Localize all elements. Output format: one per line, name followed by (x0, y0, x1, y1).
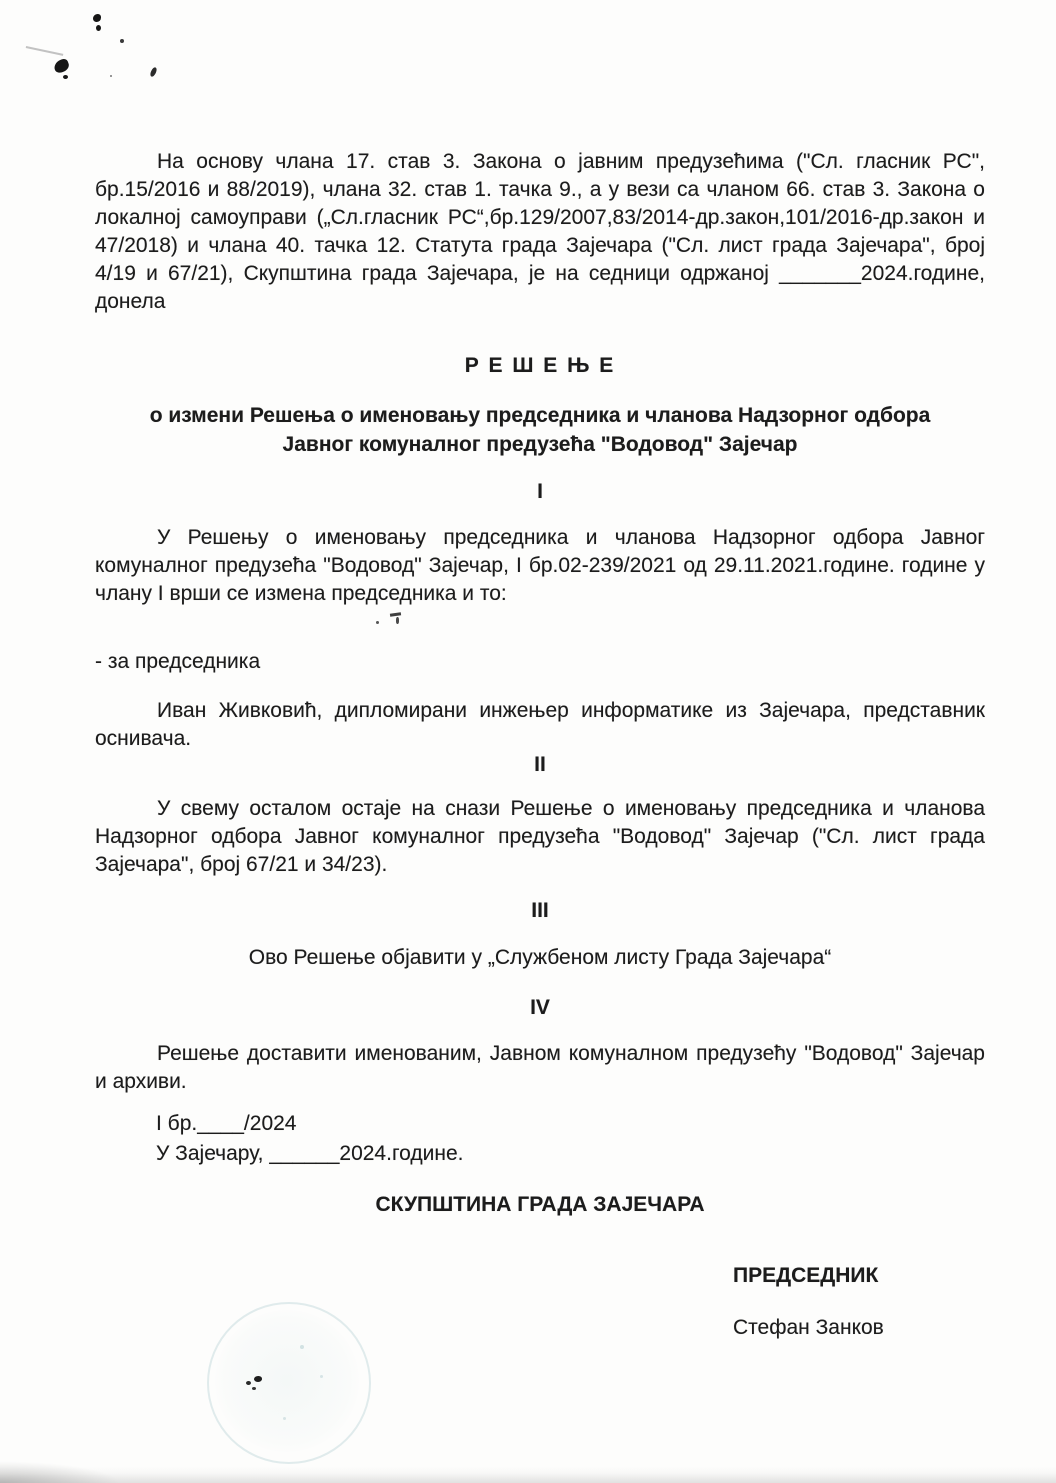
section-numeral-i: I (537, 480, 543, 503)
publish-paragraph: Ово Решење објавити у „Службеном листу Града Зајечара“ (248, 946, 832, 969)
section-numeral-ii: II (534, 753, 546, 776)
stamp-haze (215, 1310, 359, 1452)
decree-title: Р Е Ш Е Њ Е (464, 354, 616, 377)
stamp-ink-dot-3 (252, 1387, 256, 1390)
stamp-ink-dot-1 (254, 1376, 262, 1382)
place-date-line: У Зајечару, ______2024.године. (156, 1142, 464, 1165)
appointee-paragraph: Иван Живковић, дипломирани инжењер информатике из Зајечара, представник оснивача. (95, 699, 985, 750)
ink-speck-4 (120, 39, 124, 43)
decree-subtitle-line2: Јавног комуналног предузећа "Водовод" Зајечар (282, 433, 798, 456)
section-ii-paragraph: У свему осталом остаје на снази Решење о именовању председника и чланова Надзорног одбора Јавног комуналног предузећа "Водовод" Зајечар ("Сл. лист града Зајечара", број 67/21 и 34/23). (95, 797, 985, 876)
ink-speck-5 (149, 66, 158, 77)
corner-smudge (0, 1461, 120, 1483)
stamp-speckle-2 (320, 1375, 323, 1378)
stray-pen-mark (390, 612, 401, 617)
decree-subtitle-line1: о измени Решења о именовању председника и чланова Надзорног одбора (149, 404, 931, 427)
delivery-paragraph: Решење доставити именованим, Јавном комуналном предузећу "Водовод" Зајечар и архиви. (95, 1042, 985, 1093)
stray-pen-mark-hook (396, 617, 399, 624)
section-numeral-iv: IV (530, 996, 550, 1019)
section-numeral-iii: III (531, 899, 549, 922)
stamp-speckle-1 (300, 1345, 304, 1349)
ink-speck-2 (96, 25, 101, 31)
president-name: Стефан Занков (733, 1316, 884, 1339)
ink-speck-6 (110, 75, 112, 77)
president-dash-line: - за председника (95, 650, 261, 673)
ink-speck-3 (63, 75, 68, 79)
section-i-paragraph: У Решењу о именовању председника и чланова Надзорног одбора Јавног комуналног предузећа "Водовод" Зајечар, I бр.02-239/2021 од 29.11.2021.године. године у члану I врши се измена председника и то: (95, 526, 985, 605)
case-number-line: I бр.____/2024 (156, 1112, 297, 1135)
stamp-speckle-3 (283, 1417, 286, 1420)
intro-paragraph: На основу члана 17. став 3. Закона о јавним предузећима ("Сл. гласник РС", бр.15/2016 и 88/2019), члана 32. став 1. тачка 9., а у вези са чланом 66. став 3. Закона о локалној самоуправи („Сл.гласник РС“,бр.129/2007,83/2014-др.закон,101/2016-др.закон и 47/2018) и члана 40. тачка 12. Статута града Зајечара ("Сл. лист града Зајечара", број 4/19 и 67/21), Скупштина града Зајечара, је на седници одржаној _______2024.године, донела (95, 150, 985, 313)
assembly-name: СКУПШТИНА ГРАДА ЗАЈЕЧАРА (375, 1193, 705, 1216)
bottom-smudge (0, 1467, 1056, 1483)
scratch-mark (26, 46, 63, 55)
stamp-circle (207, 1302, 371, 1464)
stray-pen-mark-dot (376, 621, 379, 624)
stamp-ink-dot-2 (246, 1381, 251, 1385)
president-title: ПРЕДСЕДНИК (733, 1264, 879, 1287)
ink-speck-1 (93, 14, 101, 22)
ink-blob (52, 58, 70, 75)
